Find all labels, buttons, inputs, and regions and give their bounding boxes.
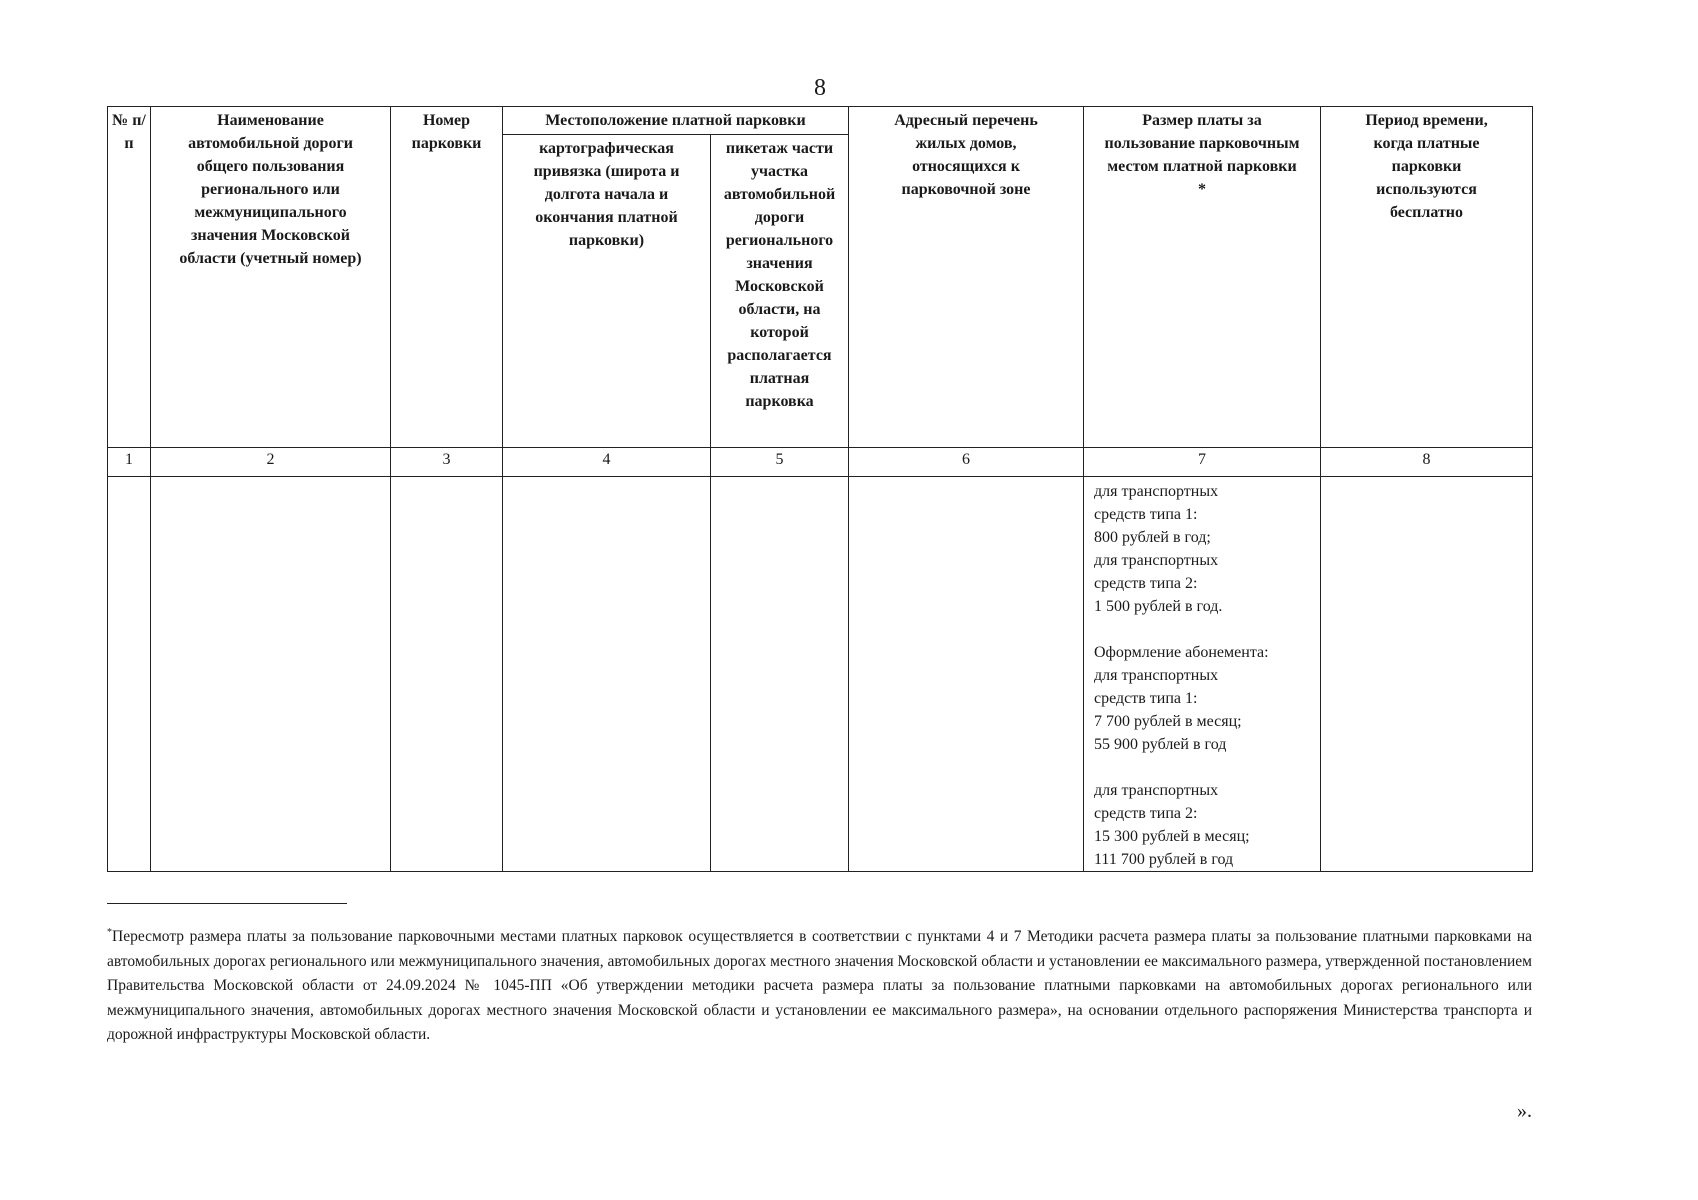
column-number: 2 bbox=[151, 448, 391, 477]
fee-line: 15 300 рублей в месяц; bbox=[1094, 828, 1250, 845]
fee-line: 7 700 рублей в месяц; bbox=[1094, 713, 1242, 730]
header-col-road-name: Наименование автомобильной дороги общего пользования регионального или межмуниципального значения Московской области (учетный номер) bbox=[151, 107, 391, 448]
footnote bbox=[107, 925, 1532, 1048]
footnote-marker: * bbox=[107, 926, 112, 938]
table-cell bbox=[503, 477, 711, 872]
subscription-heading: Оформление абонемента: bbox=[1094, 644, 1269, 661]
fee-line: средств типа 1: bbox=[1094, 690, 1198, 707]
column-number: 8 bbox=[1321, 448, 1533, 477]
header-col-free-period: Период времени, когда платные парковки используются бесплатно bbox=[1321, 107, 1533, 448]
column-number-row bbox=[108, 448, 1533, 477]
header-col-coordinates: картографическая привязка (широта и долгота начала и окончания платной парковки) bbox=[503, 135, 711, 448]
header-col-number: № п/п bbox=[108, 107, 151, 448]
fee-line: для транспортных bbox=[1094, 483, 1219, 500]
column-number: 3 bbox=[391, 448, 503, 477]
table-cell bbox=[151, 477, 391, 872]
footnote-text: Пересмотр размера платы за пользование парковочными местами платных парковок осуществляется в соответствии с пунктами 4 и 7 Методики расчета размера платы за пользование платными парковками на автомобильных дорогах регионального или межмуниципального значения, автомобильных дорогах местного значения Московской области и установлении ее максимального размера, утвержденной постановлением Правительства Московской области от 24.09.2024 № 1045-ПП «Об утверждении методики расчета размера платы за пользование платными парковками на автомобильных дорогах регионального или межмуниципального значения, автомобильных дорогах местного значения Московской области и установлении ее максимального размера», на основании отдельного распоряжения Министерства транспорта и дорожной инфраструктуры Московской области. bbox=[107, 928, 1532, 1043]
page-number: 8 bbox=[814, 75, 826, 101]
fee-line: средств типа 2: bbox=[1094, 805, 1198, 822]
column-number: 6 bbox=[849, 448, 1084, 477]
fee-line: средств типа 2: bbox=[1094, 575, 1198, 592]
fee-line: для транспортных bbox=[1094, 782, 1219, 799]
table-cell bbox=[849, 477, 1084, 872]
header-col-parking-number: Номер парковки bbox=[391, 107, 503, 448]
fee-cell bbox=[1084, 477, 1321, 872]
header-row bbox=[108, 107, 1533, 135]
table-row bbox=[108, 477, 1533, 872]
fee-line: средств типа 1: bbox=[1094, 506, 1198, 523]
header-col-fee: Размер платы за пользование парковочным местом платной парковки * bbox=[1084, 107, 1321, 448]
column-number: 5 bbox=[711, 448, 849, 477]
header-col-picketage: пикетаж части участка автомобильной дороги регионального значения Московской области, на которой располагается платная парковка bbox=[711, 135, 849, 448]
table-cell bbox=[711, 477, 849, 872]
footnote-separator bbox=[107, 903, 347, 904]
column-number: 4 bbox=[503, 448, 711, 477]
fee-line: 1 500 рублей в год. bbox=[1094, 598, 1223, 615]
column-number: 1 bbox=[108, 448, 151, 477]
table-cell bbox=[108, 477, 151, 872]
header-col-address-list: Адресный перечень жилых домов, относящихся к парковочной зоне bbox=[849, 107, 1084, 448]
table-cell bbox=[1321, 477, 1533, 872]
fee-line: для транспортных bbox=[1094, 667, 1219, 684]
fee-line: 800 рублей в год; bbox=[1094, 529, 1211, 546]
parking-table bbox=[107, 106, 1533, 872]
closing-quote: ». bbox=[1517, 1100, 1532, 1122]
fee-line: 111 700 рублей в год bbox=[1094, 851, 1234, 868]
header-location-group: Местоположение платной парковки bbox=[503, 107, 849, 135]
table-cell bbox=[391, 477, 503, 872]
fee-line: для транспортных bbox=[1094, 552, 1219, 569]
column-number: 7 bbox=[1084, 448, 1321, 477]
fee-line: 55 900 рублей в год bbox=[1094, 736, 1227, 753]
